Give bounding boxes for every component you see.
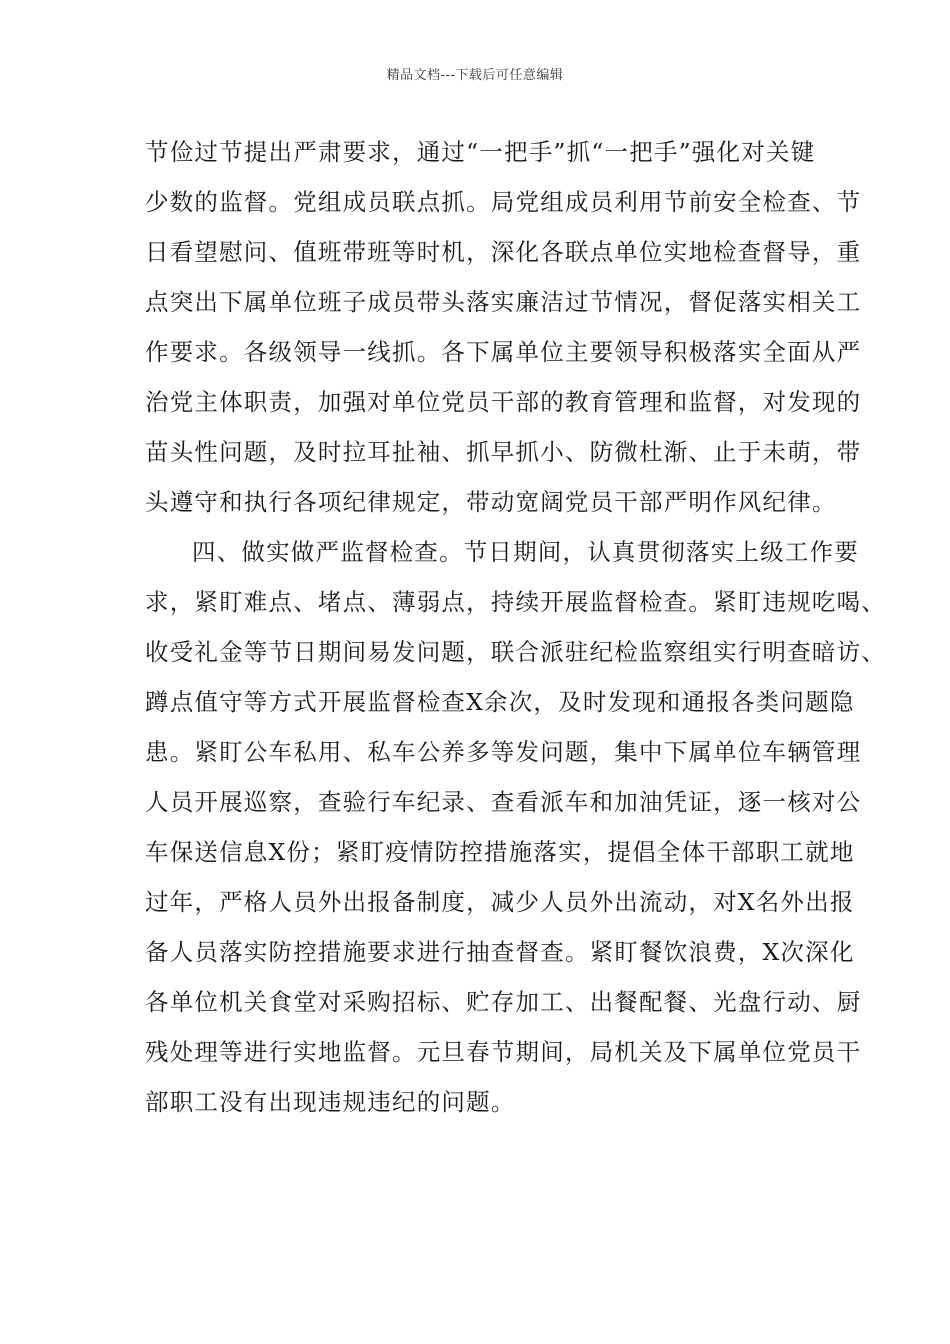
text-line: 头遵守和执行各项纪律规定，带动宽阔党员干部严明作风纪律。 bbox=[145, 488, 837, 516]
header-note: 精品文档---下载后可任意编辑 bbox=[386, 68, 564, 83]
text-line: 日看望慰问、值班带班等时机，深化各联点单位实地检查督导，重 bbox=[145, 238, 862, 266]
text-line: 过年，严格人员外出报备制度，减少人员外出流动，对X名外出报 bbox=[145, 888, 855, 916]
text-line: 少数的监督。党组成员联点抓。局党组成员利用节前安全检查、节 bbox=[145, 188, 862, 216]
text-line: 节俭过节提出严肃要求，通过“一把手”抓“一把手”强化对关键 bbox=[145, 138, 816, 166]
text-line: 治党主体职责，加强对单位党员干部的教育管理和监督，对发现的 bbox=[145, 388, 862, 416]
text-line: 点突出下属单位班子成员带头落实廉洁过节情况，督促落实相关工 bbox=[145, 288, 862, 316]
text-line: 收受礼金等节日期间易发问题，联合派驻纪检监察组实行明查暗访、 bbox=[145, 638, 886, 666]
document-body bbox=[145, 127, 886, 1127]
text-line: 车保送信息X份；紧盯疫情防控措施落实，提倡全体干部职工就地 bbox=[145, 838, 855, 866]
text-line: 苗头性问题，及时拉耳扯袖、抓早抓小、防微杜渐、止于未萌，带 bbox=[145, 438, 862, 466]
text-line: 各单位机关食堂对采购招标、贮存加工、出餐配餐、光盘行动、厨 bbox=[145, 988, 862, 1016]
text-line: 求，紧盯难点、堵点、薄弱点，持续开展监督检查。紧盯违规吃喝、 bbox=[145, 588, 886, 616]
text-line: 人员开展巡察，查验行车纪录、查看派车和加油凭证，逐一核对公 bbox=[145, 788, 862, 816]
text-line: 备人员落实防控措施要求进行抽查督查。紧盯餐饮浪费，X次深化 bbox=[145, 938, 855, 966]
text-line: 残处理等进行实地监督。元旦春节期间，局机关及下属单位党员干 bbox=[145, 1038, 862, 1066]
paragraph-heading-line: 四、做实做严监督检查。节日期间，认真贯彻落实上级工作要 bbox=[192, 538, 859, 566]
text-line: 患。紧盯公车私用、私车公养多等发问题，集中下属单位车辆管理 bbox=[145, 738, 862, 766]
text-line: 部职工没有出现违规违纪的问题。 bbox=[145, 1088, 516, 1116]
text-line: 蹲点值守等方式开展监督检查X余次，及时发现和通报各类问题隐 bbox=[145, 688, 855, 716]
text-line: 作要求。各级领导一线抓。各下属单位主要领导积极落实全面从严 bbox=[145, 338, 862, 366]
